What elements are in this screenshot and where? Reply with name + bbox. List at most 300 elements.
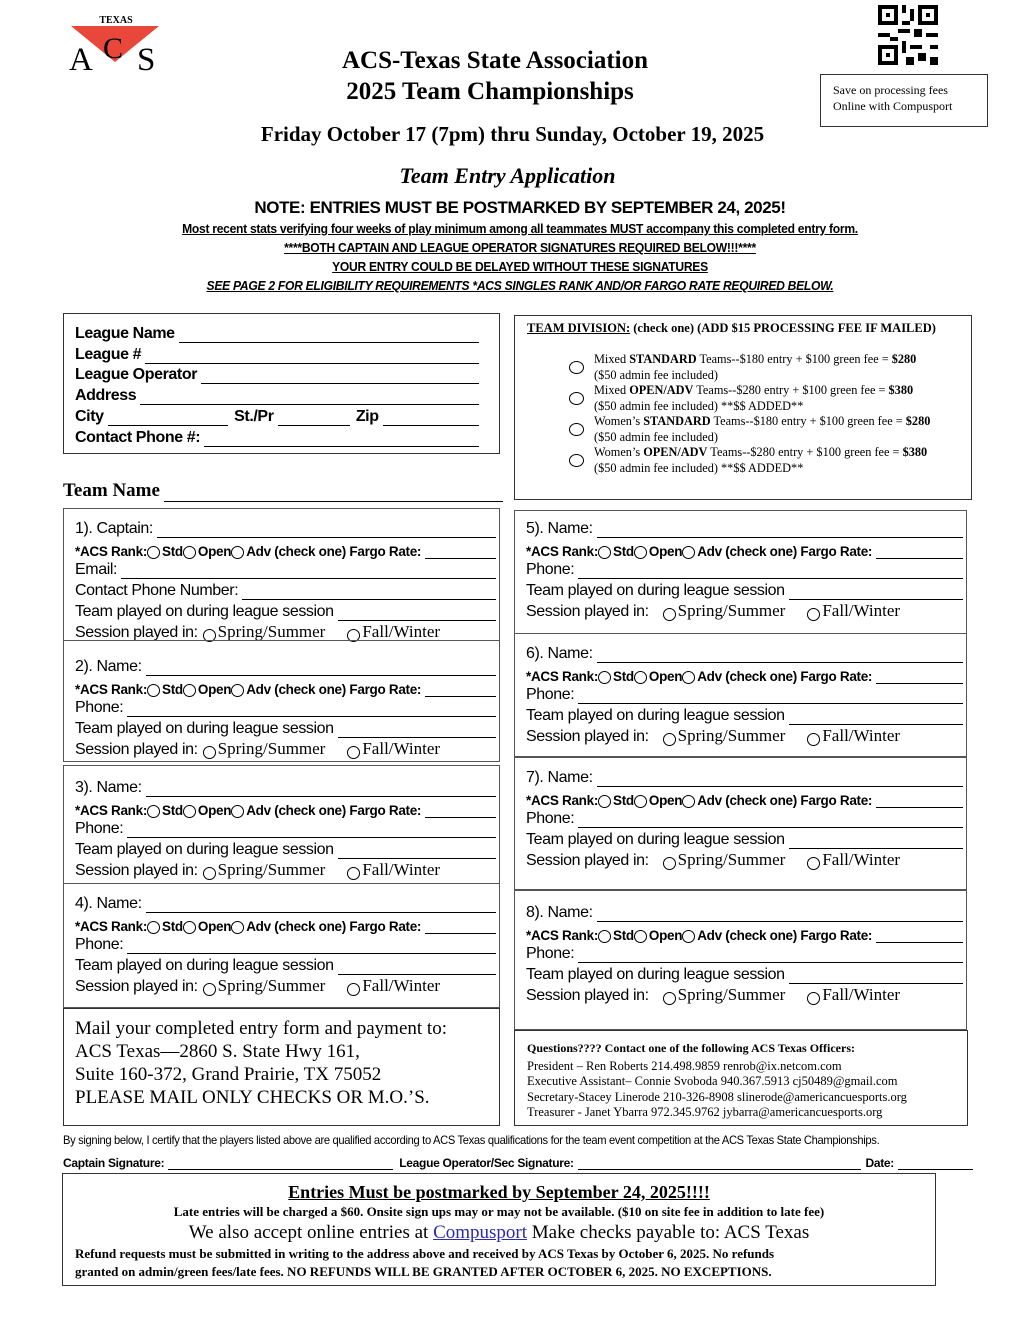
rank-std-radio-icon[interactable]: [598, 930, 611, 943]
captain-name-row: [75, 517, 496, 538]
player-name-field[interactable]: [146, 783, 496, 797]
player-name-label: 3). Name:: [75, 778, 142, 796]
rank-adv-label: Adv (check one) Fargo Rate:: [246, 681, 422, 697]
rank-std-label: Std: [162, 543, 183, 559]
captain-signature-label: Captain Signature:: [63, 1156, 165, 1170]
phone-field[interactable]: [578, 814, 963, 828]
acs-rank-label: *ACS Rank:: [526, 543, 599, 559]
rank-adv-radio-icon[interactable]: [231, 546, 244, 559]
rank-open-radio-icon[interactable]: [634, 795, 647, 808]
spring-summer-radio-icon[interactable]: [663, 733, 676, 746]
rank-open-radio-icon[interactable]: [634, 546, 647, 559]
phone-field[interactable]: [127, 703, 496, 717]
division-note: ($50 admin fee included) **$$ ADDED**: [594, 460, 804, 475]
rank-adv-label: Adv (check one) Fargo Rate:: [697, 792, 873, 808]
phone-label: Phone:: [75, 820, 124, 838]
rank-std-radio-icon[interactable]: [598, 546, 611, 559]
fargo-rate-field[interactable]: [876, 929, 963, 943]
phone-row: [75, 818, 496, 839]
rank-adv-radio-icon[interactable]: [682, 795, 695, 808]
session-row: [75, 975, 496, 996]
rank-std-radio-icon[interactable]: [147, 546, 160, 559]
rank-std-radio-icon[interactable]: [598, 671, 611, 684]
fall-winter-label: Fall/Winter: [362, 859, 441, 879]
team-played-row: [75, 717, 496, 738]
player-name-row: [75, 776, 496, 797]
rank-open-radio-icon[interactable]: [183, 921, 196, 934]
phone-field[interactable]: [127, 824, 496, 838]
spring-summer-label: Spring/Summer: [217, 975, 326, 995]
acs-rank-row: [526, 663, 963, 684]
player-box: [63, 765, 500, 884]
event-dates: Friday October 17 (7pm) thru Sunday, October 19, 2025: [260, 122, 765, 146]
stats-note: Most recent stats verifying four weeks of play minimum among all teammates MUST accompany this completed entry form.: [182, 221, 858, 236]
team-played-label: Team played on during league session: [75, 841, 334, 859]
fall-winter-radio-icon[interactable]: [347, 746, 360, 759]
signature-row: [63, 1152, 973, 1170]
form-title: Team Entry Application: [399, 163, 616, 188]
fargo-rate-field[interactable]: [425, 545, 496, 559]
phone-row: [526, 943, 963, 964]
division-option[interactable]: [569, 414, 971, 445]
acs-rank-row: [526, 787, 963, 808]
payable-text: Make checks payable to: ACS Texas: [527, 1222, 810, 1243]
team-played-row: [75, 600, 496, 621]
email-row: [75, 559, 496, 580]
division-title-note: (check one) (ADD $15 PROCESSING FEE IF MAILED): [630, 321, 936, 335]
rank-std-label: Std: [613, 927, 634, 943]
phone-row: [75, 697, 496, 718]
compusport-link[interactable]: Compusport: [433, 1222, 528, 1243]
player-box: [514, 510, 967, 634]
zip-label: Zip: [355, 407, 379, 425]
division-fees: Teams--$180 entry + $100 green fee =: [696, 352, 892, 366]
rank-adv-label: Adv (check one) Fargo Rate:: [246, 918, 422, 934]
fargo-rate-field[interactable]: [425, 683, 496, 697]
rank-open-radio-icon[interactable]: [634, 671, 647, 684]
acs-rank-label: *ACS Rank:: [526, 792, 599, 808]
spring-summer-label: Spring/Summer: [677, 600, 786, 620]
contact-phone-field[interactable]: [204, 433, 479, 447]
refund-text: Refund requests must be submitted in writing to the address above and received by ACS Texas by October 6, 2025. No refunds: [75, 1246, 775, 1261]
player-box: [514, 633, 967, 757]
team-name-label: Team Name: [63, 480, 160, 501]
spring-summer-label: Spring/Summer: [677, 725, 786, 745]
team-name-field[interactable]: [164, 484, 503, 502]
division-option[interactable]: [569, 352, 971, 383]
division-title: TEAM DIVISION:: [527, 321, 631, 335]
delay-note: YOUR ENTRY COULD BE DELAYED WITHOUT THESE SIGNATURES: [332, 259, 708, 274]
fall-winter-label: Fall/Winter: [362, 621, 441, 641]
acs-rank-label: *ACS Rank:: [75, 918, 148, 934]
fargo-rate-field[interactable]: [876, 545, 963, 559]
postmark-note: NOTE: ENTRIES MUST BE POSTMARKED BY SEPTEMBER 24, 2025!: [254, 198, 786, 217]
contact-phone-label: Contact Phone Number:: [75, 582, 239, 600]
division-fees: Teams--$180 entry + $100 green fee =: [710, 414, 906, 428]
rank-adv-label: Adv (check one) Fargo Rate:: [697, 927, 873, 943]
officer-secretary: Secretary-Stacey Linerode 210-326-8908 slinerode@americancuesports.org: [527, 1089, 907, 1104]
rank-open-label: Open: [648, 668, 683, 684]
fall-winter-label: Fall/Winter: [822, 600, 901, 620]
acs-rank-label: *ACS Rank:: [75, 802, 148, 818]
division-option-line: [594, 352, 916, 368]
page-subtitle: 2025 Team Championships: [346, 78, 634, 105]
fall-winter-label: Fall/Winter: [822, 849, 901, 869]
division-fees: Teams--$280 entry + $100 green fee =: [707, 445, 903, 459]
team-played-label: Team played on during league session: [526, 707, 785, 725]
rank-std-radio-icon[interactable]: [598, 795, 611, 808]
spring-summer-radio-icon[interactable]: [663, 992, 676, 1005]
rank-open-label: Open: [197, 681, 232, 697]
city-label: City: [75, 407, 104, 425]
spring-summer-radio-icon[interactable]: [663, 608, 676, 621]
league-name-label: League Name: [75, 324, 175, 342]
rank-adv-radio-icon[interactable]: [231, 921, 244, 934]
state-field[interactable]: [278, 412, 350, 426]
session-row: [526, 984, 963, 1005]
player-name-label: 4). Name:: [75, 894, 142, 912]
phone-field[interactable]: [127, 940, 496, 954]
radio-icon[interactable]: [569, 361, 584, 374]
questions-title: Questions???? Contact one of the following ACS Texas Officers:: [527, 1041, 855, 1055]
rank-open-radio-icon[interactable]: [634, 930, 647, 943]
state-label: St./Pr: [234, 407, 274, 425]
rank-adv-radio-icon[interactable]: [682, 671, 695, 684]
session-row: [75, 621, 496, 642]
player-box: [63, 640, 500, 762]
officer-treasurer: Treasurer - Janet Ybarra 972.345.9762 jybarra@americancuesports.org: [527, 1105, 883, 1119]
team-played-label: Team played on during league session: [75, 720, 334, 738]
promo-line: Save on processing fees: [833, 83, 948, 97]
division-prefix: Mixed: [594, 383, 630, 397]
rank-open-label: Open: [648, 543, 683, 559]
acs-rank-label: *ACS Rank:: [75, 681, 148, 697]
team-played-label: Team played on during league session: [526, 831, 785, 849]
promo-line: Online with Compusport: [833, 99, 953, 113]
operator-signature-label: League Operator/Sec Signature:: [399, 1156, 574, 1170]
rank-std-label: Std: [613, 543, 634, 559]
certification-text: By signing below, I certify that the players listed above are qualified according to ACS Texas qualifications for the team event competition at the ACS Texas State Championships.: [63, 1133, 880, 1147]
mail-line: Mail your completed entry form and payment to:: [75, 1018, 447, 1039]
session-label: Session played in:: [526, 602, 649, 620]
player-name-field[interactable]: [597, 649, 963, 663]
team-played-field[interactable]: [789, 970, 963, 984]
fall-winter-radio-icon[interactable]: [807, 733, 820, 746]
player-name-field[interactable]: [597, 908, 963, 922]
league-info-box: [63, 313, 500, 454]
phone-label: Phone:: [526, 810, 575, 828]
acs-rank-row: [526, 538, 963, 559]
player-box: [63, 883, 500, 1008]
contact-phone-row: [75, 579, 496, 600]
rank-std-label: Std: [162, 681, 183, 697]
rank-open-label: Open: [197, 543, 232, 559]
acs-rank-label: *ACS Rank:: [75, 543, 148, 559]
radio-icon[interactable]: [569, 392, 584, 405]
rank-adv-label: Adv (check one) Fargo Rate:: [246, 543, 422, 559]
league-number-label: League #: [75, 345, 142, 363]
division-type: OPEN/ADV: [629, 383, 694, 397]
team-played-row: [526, 579, 963, 600]
team-played-label: Team played on during league session: [75, 957, 334, 975]
session-label: Session played in:: [526, 851, 649, 869]
team-played-field[interactable]: [338, 845, 496, 859]
officer-executive-assistant: Executive Assistant– Connie Svoboda 940.367.5913 cj50489@gmail.com: [527, 1074, 898, 1088]
captain-signature-field[interactable]: [168, 1156, 393, 1170]
phone-field[interactable]: [578, 690, 963, 704]
session-label: Session played in:: [526, 986, 649, 1004]
mail-line: PLEASE MAIL ONLY CHECKS OR M.O.’S.: [75, 1087, 430, 1108]
division-option-text: [594, 383, 913, 414]
fall-winter-radio-icon[interactable]: [807, 857, 820, 870]
division-note: ($50 admin fee included): [594, 429, 718, 444]
player-box: [514, 757, 967, 890]
session-label: Session played in:: [75, 740, 198, 758]
rank-open-radio-icon[interactable]: [183, 546, 196, 559]
acs-rank-label: *ACS Rank:: [526, 668, 599, 684]
team-played-field[interactable]: [338, 961, 496, 975]
division-prefix: Mixed: [594, 352, 630, 366]
division-note: ($50 admin fee included) **$$ ADDED**: [594, 398, 804, 413]
svg-text:C: C: [103, 32, 124, 65]
player-name-label: 6). Name:: [526, 644, 593, 662]
fall-winter-label: Fall/Winter: [362, 738, 441, 758]
online-text: We also accept online entries at: [188, 1222, 434, 1243]
rank-std-radio-icon[interactable]: [147, 805, 160, 818]
radio-icon[interactable]: [569, 454, 584, 467]
rank-std-radio-icon[interactable]: [147, 684, 160, 697]
player-name-field[interactable]: [146, 899, 496, 913]
fall-winter-radio-icon[interactable]: [807, 608, 820, 621]
operator-signature-field[interactable]: [578, 1156, 862, 1170]
svg-text:S: S: [137, 42, 156, 74]
phone-row: [526, 559, 963, 580]
division-option-line: [594, 445, 927, 461]
division-option-line: [594, 414, 930, 430]
division-type: OPEN/ADV: [643, 445, 708, 459]
rank-adv-label: Adv (check one) Fargo Rate:: [697, 543, 873, 559]
player-name-field[interactable]: [597, 524, 963, 538]
fall-winter-radio-icon[interactable]: [347, 983, 360, 996]
spring-summer-radio-icon[interactable]: [203, 746, 216, 759]
page-title: ACS-Texas State Association: [341, 47, 649, 74]
session-row: [75, 738, 496, 759]
officer-contacts-box: [514, 1030, 968, 1126]
rank-open-radio-icon[interactable]: [183, 805, 196, 818]
rank-std-label: Std: [613, 668, 634, 684]
email-field[interactable]: [121, 565, 496, 579]
signatures-note: ****BOTH CAPTAIN AND LEAGUE OPERATOR SIGNATURES REQUIRED BELOW!!!****: [284, 240, 756, 255]
player-name-label: 2). Name:: [75, 657, 142, 675]
rank-std-radio-icon[interactable]: [147, 921, 160, 934]
svg-text:TEXAS: TEXAS: [99, 15, 133, 26]
fargo-rate-field[interactable]: [425, 920, 496, 934]
division-note: ($50 admin fee included): [594, 367, 718, 382]
phone-row: [526, 684, 963, 705]
division-total: $280: [905, 414, 931, 428]
phone-field[interactable]: [578, 949, 963, 963]
division-option[interactable]: [569, 445, 971, 476]
division-prefix: Women’s: [594, 445, 644, 459]
fargo-rate-field[interactable]: [425, 804, 496, 818]
team-played-row: [526, 963, 963, 984]
contact-phone-label: Contact Phone #:: [75, 428, 201, 446]
phone-label: Phone:: [526, 561, 575, 579]
rank-open-radio-icon[interactable]: [183, 684, 196, 697]
fall-winter-label: Fall/Winter: [822, 725, 901, 745]
rank-open-label: Open: [648, 927, 683, 943]
team-name-row: [63, 480, 503, 502]
team-played-label: Team played on during league session: [526, 966, 785, 984]
division-option-text: [594, 414, 930, 445]
phone-field[interactable]: [578, 565, 963, 579]
league-operator-label: League Operator: [75, 366, 198, 384]
svg-text:A: A: [69, 42, 93, 74]
session-row: [526, 600, 963, 621]
fargo-rate-field[interactable]: [876, 794, 963, 808]
address-label: Address: [75, 387, 137, 405]
rank-adv-radio-icon[interactable]: [682, 930, 695, 943]
rank-open-label: Open: [197, 918, 232, 934]
division-option[interactable]: [569, 383, 971, 414]
player-box: [514, 890, 967, 1030]
email-label: Email:: [75, 561, 118, 579]
address-field[interactable]: [140, 391, 479, 405]
fall-winter-radio-icon[interactable]: [807, 992, 820, 1005]
phone-label: Phone:: [526, 945, 575, 963]
division-total: $280: [891, 352, 917, 366]
fall-winter-radio-icon[interactable]: [347, 867, 360, 880]
date-field[interactable]: [898, 1156, 973, 1170]
team-played-field[interactable]: [338, 607, 496, 621]
spring-summer-label: Spring/Summer: [677, 849, 786, 869]
team-division-box: [514, 315, 972, 500]
session-label: Session played in:: [75, 623, 198, 641]
division-total: $380: [902, 445, 928, 459]
rank-adv-radio-icon[interactable]: [231, 684, 244, 697]
acs-rank-label: *ACS Rank:: [526, 927, 599, 943]
session-label: Session played in:: [75, 977, 198, 995]
session-row: [526, 725, 963, 746]
fargo-rate-field[interactable]: [876, 670, 963, 684]
team-played-field[interactable]: [789, 835, 963, 849]
player-name-row: [75, 655, 496, 676]
division-fees: Teams--$280 entry + $100 green fee =: [693, 383, 889, 397]
player-name-label: 5). Name:: [526, 519, 593, 537]
league-name-field[interactable]: [179, 329, 479, 343]
player-name-row: [526, 642, 963, 663]
team-played-field[interactable]: [789, 586, 963, 600]
rank-std-label: Std: [613, 792, 634, 808]
player-name-label: 7). Name:: [526, 768, 593, 786]
acs-rank-row: [75, 676, 496, 697]
division-total: $380: [888, 383, 914, 397]
rank-adv-label: Adv (check one) Fargo Rate:: [697, 668, 873, 684]
spring-summer-label: Spring/Summer: [677, 984, 786, 1004]
phone-row: [75, 934, 496, 955]
spring-summer-radio-icon[interactable]: [203, 867, 216, 880]
phone-label: Phone:: [75, 699, 124, 717]
player-name-field[interactable]: [597, 773, 963, 787]
rank-open-label: Open: [197, 802, 232, 818]
mail-line: ACS Texas—2860 S. State Hwy 161,: [75, 1041, 360, 1062]
division-option-text: [594, 352, 916, 383]
division-type: STANDARD: [643, 414, 711, 428]
player-name-row: [526, 766, 963, 787]
player-name-row: [75, 892, 496, 913]
fall-winter-label: Fall/Winter: [362, 975, 441, 995]
captain-box: [63, 508, 500, 641]
city-field[interactable]: [108, 412, 228, 426]
spring-summer-radio-icon[interactable]: [663, 857, 676, 870]
player-name-row: [526, 517, 963, 538]
league-number-field[interactable]: [145, 350, 479, 364]
team-played-field[interactable]: [338, 724, 496, 738]
spring-summer-label: Spring/Summer: [217, 859, 326, 879]
acs-rank-row: [526, 922, 963, 943]
spring-summer-radio-icon[interactable]: [203, 983, 216, 996]
team-played-row: [75, 838, 496, 859]
division-prefix: Women’s: [594, 414, 644, 428]
refund-text: granted on admin/green fees/late fees. NO REFUNDS WILL BE GRANTED AFTER OCTOBER 6, 2025. NO EXCEPTIONS.: [75, 1264, 772, 1279]
captain-name-label: 1). Captain:: [75, 519, 153, 537]
player-name-row: [526, 901, 963, 922]
fall-winter-label: Fall/Winter: [822, 984, 901, 1004]
phone-label: Phone:: [526, 686, 575, 704]
team-played-row: [75, 954, 496, 975]
date-label: Date:: [865, 1156, 894, 1170]
team-played-row: [526, 704, 963, 725]
radio-icon[interactable]: [569, 423, 584, 436]
division-option-text: [594, 445, 927, 476]
deadline-headline: Entries Must be postmarked by September 24, 2025!!!!: [288, 1182, 710, 1202]
session-label: Session played in:: [75, 861, 198, 879]
spring-summer-label: Spring/Summer: [217, 738, 326, 758]
league-operator-field[interactable]: [201, 370, 479, 384]
team-played-row: [526, 828, 963, 849]
officer-president: President – Ren Roberts 214.498.9859 renrob@ix.netcom.com: [527, 1058, 842, 1073]
eligibility-note: SEE PAGE 2 FOR ELIGIBILITY REQUIREMENTS *ACS SINGLES RANK AND/OR FARGO RATE REQUIRED BELOW.: [206, 278, 834, 293]
spring-summer-label: Spring/Summer: [217, 621, 326, 641]
acs-rank-row: [75, 797, 496, 818]
rank-adv-radio-icon[interactable]: [682, 546, 695, 559]
team-played-field[interactable]: [789, 711, 963, 725]
division-option-line: [594, 383, 913, 399]
phone-row: [526, 808, 963, 829]
rank-open-label: Open: [648, 792, 683, 808]
session-label: Session played in:: [526, 727, 649, 745]
mail-instructions-box: [63, 1008, 500, 1126]
mail-line: Suite 160-372, Grand Prairie, TX 75052: [75, 1064, 382, 1085]
captain-name-field[interactable]: [157, 524, 496, 538]
team-played-label: Team played on during league session: [75, 602, 334, 620]
deadline-box: [62, 1173, 936, 1286]
team-played-label: Team played on during league session: [526, 582, 785, 600]
session-row: [526, 849, 963, 870]
late-fee-text: Late entries will be charged a $60. Onsite sign ups may or may not be available. ($10 on site fee in addition to late fee): [173, 1204, 825, 1219]
zip-field[interactable]: [383, 412, 479, 426]
player-name-field[interactable]: [146, 662, 496, 676]
acs-rank-row: [75, 538, 496, 559]
session-row: [75, 859, 496, 880]
player-name-label: 8). Name:: [526, 903, 593, 921]
rank-adv-radio-icon[interactable]: [231, 805, 244, 818]
phone-label: Phone:: [75, 936, 124, 954]
rank-std-label: Std: [162, 918, 183, 934]
division-type: STANDARD: [629, 352, 697, 366]
contact-phone-field[interactable]: [242, 586, 496, 600]
rank-adv-label: Adv (check one) Fargo Rate:: [246, 802, 422, 818]
